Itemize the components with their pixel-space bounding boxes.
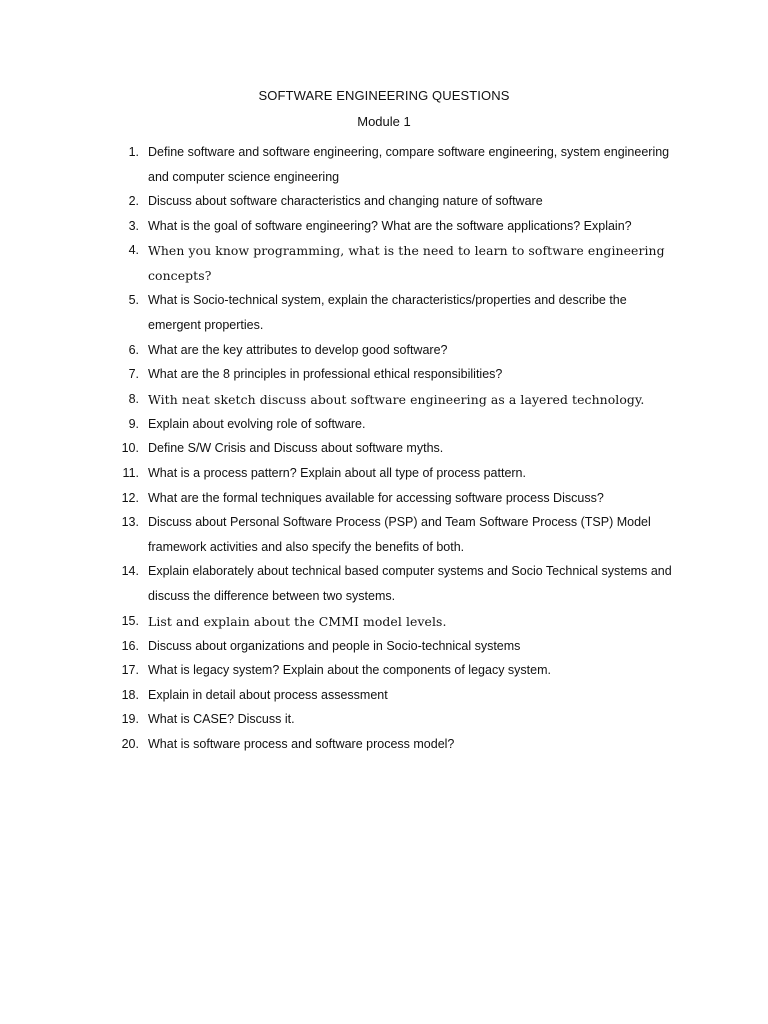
question-text: With neat sketch discuss about software engineering as a layered technology.: [148, 391, 645, 407]
question-text: What is a process pattern? Explain about all type of process pattern.: [148, 465, 526, 480]
question-text: What is legacy system? Explain about the components of legacy system.: [148, 663, 551, 678]
question-number: 2.: [128, 194, 139, 209]
question-item: [100, 683, 680, 708]
question-number: 18.: [121, 687, 139, 702]
question-item: [100, 387, 680, 412]
question-item: [100, 707, 680, 732]
question-number: 16.: [121, 638, 139, 653]
question-number: 5.: [128, 293, 139, 308]
question-text: What are the formal techniques available for accessing software process Discuss?: [148, 490, 604, 505]
question-item: [100, 140, 680, 189]
question-number: 1.: [128, 145, 139, 159]
question-text: Explain in detail about process assessment: [148, 687, 388, 702]
question-item: [100, 609, 680, 634]
question-number: 12.: [121, 490, 139, 505]
question-item: [100, 288, 680, 337]
question-text: What is the goal of software engineering? What are the software applications? Explain?: [148, 218, 632, 233]
question-list: [100, 140, 680, 756]
question-text: What is CASE? Discuss it.: [148, 712, 295, 727]
question-text: Define S/W Crisis and Discuss about software myths.: [148, 441, 444, 456]
module-heading: Module 1: [357, 114, 411, 129]
question-text: Explain elaborately about technical based computer systems and Socio Technical systems and discuss the difference between two systems.: [148, 564, 672, 603]
question-text: What is Socio-technical system, explain the characteristics/properties and describe the emergent properties.: [148, 293, 627, 332]
question-item: [100, 461, 680, 486]
question-text: What are the 8 principles in professional ethical responsibilities?: [148, 367, 503, 382]
question-number: 9.: [128, 416, 139, 431]
question-number: 15.: [121, 613, 139, 628]
question-item: [100, 559, 680, 608]
question-number: 8.: [128, 391, 139, 406]
question-item: [100, 362, 680, 387]
question-number: 14.: [121, 564, 139, 579]
question-number: 10.: [121, 441, 139, 456]
question-number: 20.: [121, 736, 139, 751]
question-text: Discuss about software characteristics and changing nature of software: [148, 194, 543, 209]
question-number: 11.: [122, 465, 139, 480]
question-text: What is software process and software process model?: [148, 736, 455, 751]
question-item: [100, 412, 680, 437]
question-number: 13.: [121, 515, 139, 530]
question-number: 4.: [128, 243, 139, 258]
question-number: 17.: [121, 663, 139, 678]
document-title: SOFTWARE ENGINEERING QUESTIONS: [258, 88, 510, 103]
question-item: [100, 634, 680, 659]
question-text: What are the key attributes to develop good software?: [148, 342, 448, 357]
question-item: [100, 436, 680, 461]
question-item: [100, 189, 680, 214]
question-text: Define software and software engineering, compare software engineering, system engineering and computer science engineering: [148, 145, 670, 184]
question-item: [100, 238, 680, 288]
question-text: Discuss about organizations and people in Socio-technical systems: [148, 638, 521, 653]
question-number: 3.: [128, 218, 139, 233]
question-item: [100, 214, 680, 239]
question-item: [100, 486, 680, 511]
question-text: Explain about evolving role of software.: [148, 416, 366, 431]
question-text: Discuss about Personal Software Process (PSP) and Team Software Process (TSP) Model framework activities and also specify the benefits of both.: [148, 515, 651, 554]
question-number: 6.: [128, 342, 139, 357]
question-item: [100, 732, 680, 757]
question-text: When you know programming, what is the need to learn to software engineering concepts?: [148, 243, 665, 284]
question-item: [100, 338, 680, 363]
question-number: 19.: [121, 712, 139, 727]
question-number: 7.: [128, 367, 139, 382]
question-item: [100, 658, 680, 683]
question-text: List and explain about the CMMI model levels.: [148, 613, 447, 629]
question-item: [100, 510, 680, 559]
